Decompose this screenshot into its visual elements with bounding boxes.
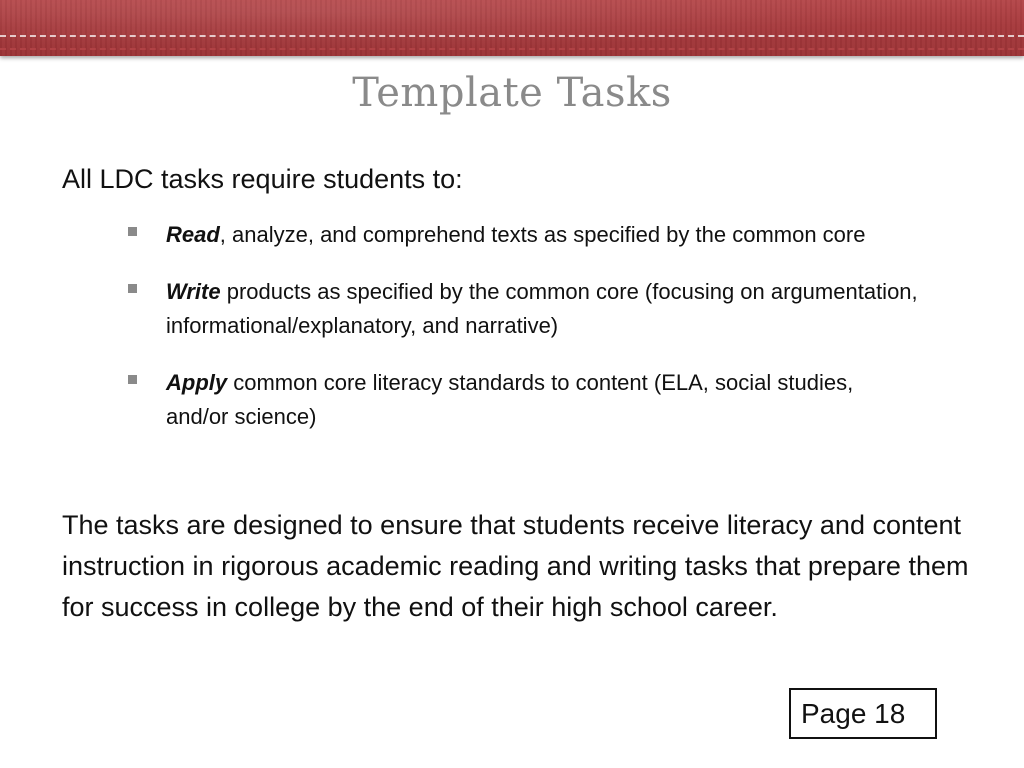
lead-text: All LDC tasks require students to: — [62, 164, 463, 194]
bullet-item-write — [128, 275, 918, 343]
summary-paragraph: The tasks are designed to ensure that students receive literacy and content instruction in rigorous academic reading and writing tasks that prepare them for success in college by the end of their high school career. — [62, 510, 969, 622]
bullet-text: , analyze, and comprehend texts as specified by the common core — [219, 222, 866, 247]
bullet-keyword: Write — [166, 279, 221, 304]
square-bullet-icon — [128, 227, 137, 236]
stitching-bottom — [0, 48, 1024, 50]
bullet-item-read — [128, 218, 918, 252]
bullet-item-apply — [128, 366, 918, 434]
square-bullet-icon — [128, 284, 137, 293]
header-leather-band — [0, 0, 1024, 56]
bullet-keyword: Read — [166, 222, 220, 247]
square-bullet-icon — [128, 375, 137, 384]
stitching-top — [0, 35, 1024, 37]
bullet-keyword: Apply — [166, 370, 228, 395]
slide-title: Template Tasks — [352, 70, 672, 116]
bullet-text: products as specified by the common core (focusing on argumentation, informational/explanatory, and narrative) — [166, 279, 918, 338]
page-number-box: Page 18 — [789, 688, 937, 739]
bullet-list — [128, 218, 918, 457]
bullet-text: common core literacy standards to content (ELA, social studies, and/or science) — [166, 370, 854, 429]
